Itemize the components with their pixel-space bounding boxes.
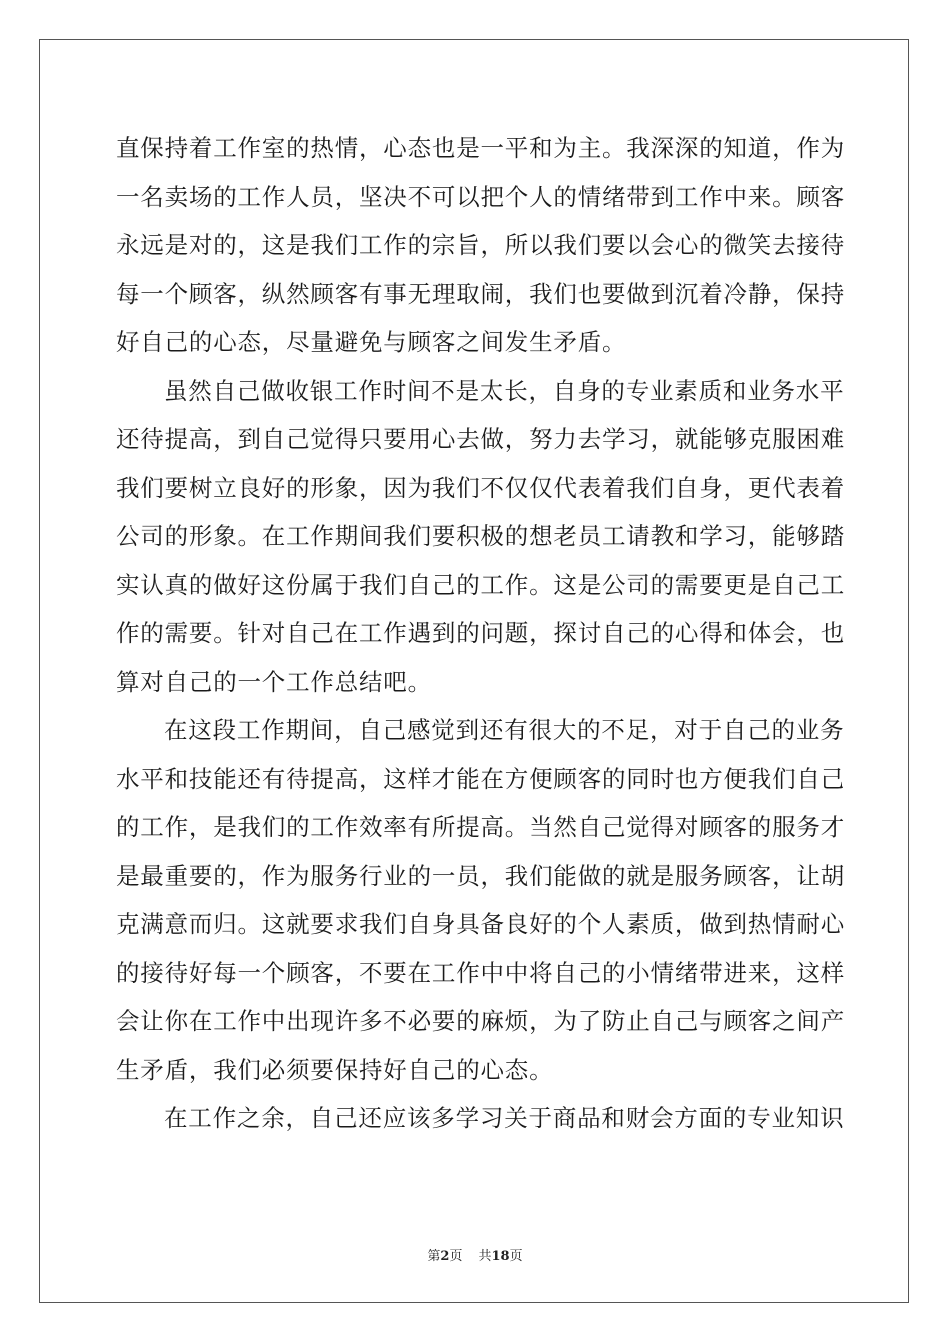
text-line: 我们要树立良好的形象，因为我们不仅仅代表着我们自身，更代表着	[116, 473, 845, 502]
text-line: 一名卖场的工作人员，坚决不可以把个人的情绪带到工作中来。顾客	[116, 182, 845, 211]
total-pages: 18	[491, 1249, 510, 1264]
document-body	[116, 124, 845, 1143]
text-line: 会让你在工作中出现许多不必要的麻烦，为了防止自己与顾客之间产	[116, 1007, 845, 1035]
page-suffix: 页	[449, 1249, 463, 1264]
total-prefix: 共	[478, 1249, 492, 1264]
page-footer	[0, 1245, 950, 1264]
text-line: 是最重要的，作为服务行业的一员，我们能做的就是服务顾客，让胡	[116, 861, 845, 890]
total-suffix: 页	[509, 1249, 523, 1264]
text-line: 直保持着工作室的热情，心态也是一平和为主。我深深的知道，作为	[116, 134, 845, 162]
text-line: 克满意而归。这就要求我们自身具备良好的个人素质，做到热情耐心	[116, 910, 845, 938]
page-number: 2	[440, 1249, 450, 1264]
page-prefix: 第	[427, 1249, 441, 1264]
text-line: 的接待好每一个顾客，不要在工作中中将自己的小情绪带进来，这样	[116, 958, 845, 987]
text-line: 的工作，是我们的工作效率有所提高。当然自己觉得对顾客的服务才	[116, 813, 845, 841]
text-line: 算对自己的一个工作总结吧。	[116, 667, 432, 696]
text-line: 实认真的做好这份属于我们自己的工作。这是公司的需要更是自己工	[116, 570, 845, 599]
paragraph-first-line: 虽然自己做收银工作时间不是太长，自身的专业素质和业务水平	[164, 376, 845, 405]
paragraph-first-line: 在这段工作期间，自己感觉到还有很大的不足，对于自己的业务	[164, 716, 845, 744]
text-line: 水平和技能还有待提高，这样才能在方便顾客的同时也方便我们自己	[116, 764, 845, 793]
text-line: 每一个顾客，纵然顾客有事无理取闹，我们也要做到沉着冷静，保持	[116, 279, 845, 308]
text-line: 好自己的心态，尽量避免与顾客之间发生矛盾。	[116, 328, 627, 356]
text-line: 公司的形象。在工作期间我们要积极的想老员工请教和学习，能够踏	[116, 522, 845, 550]
text-line: 作的需要。针对自己在工作遇到的问题，探讨自己的心得和体会，也	[116, 619, 845, 647]
text-line: 还待提高，到自己觉得只要用心去做，努力去学习，就能够克服困难	[116, 425, 845, 453]
text-line: 生矛盾，我们必须要保持好自己的心态。	[116, 1055, 554, 1084]
paragraph-first-line: 在工作之余，自己还应该多学习关于商品和财会方面的专业知识	[164, 1104, 845, 1132]
text-line: 永远是对的，这是我们工作的宗旨，所以我们要以会心的微笑去接待	[116, 231, 845, 259]
